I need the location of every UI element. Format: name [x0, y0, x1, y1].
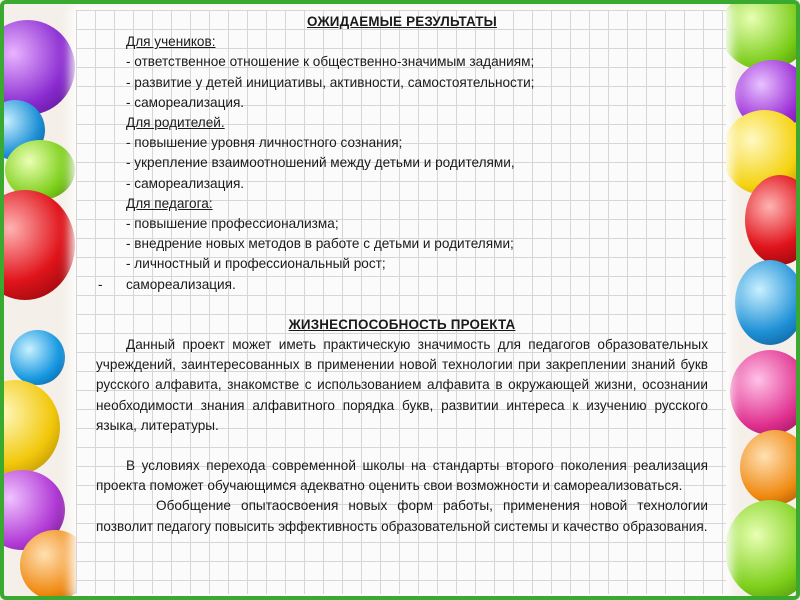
list-item: - повышение профессионализма; [126, 216, 339, 232]
list-item: - ответственное отношение к общественно-значимым заданиям; [126, 54, 535, 70]
heading-expected-results: ОЖИДАЕМЫЕ РЕЗУЛЬТАТЫ [307, 14, 497, 29]
paragraph-significance: Данный проект может иметь практическую значимость для педагогов образовательных учреждений, заинтересованных в применении новой технологии при закреплении знаний букв русского алфавита, знакомстве с использованием алфавита в окружающей жизни, осознании необходимости знания алфавитного порядка букв, развитии интереса к изучению русского языка, литературы. [96, 337, 708, 433]
subheading-parents: Для родителей. [126, 115, 225, 131]
list-item: - самореализация. [126, 175, 245, 191]
list-item: - укрепление взаимоотношений между детьми и родителями, [126, 155, 515, 171]
list-item: - самореализация. [126, 94, 245, 110]
spacer [96, 295, 708, 315]
decor-blue-balloon-2 [10, 330, 65, 385]
bullet-dash: - [98, 276, 103, 292]
list-item: - развитие у детей инициативы, активности, самостоятельности; [126, 74, 535, 90]
heading-project-viability: ЖИЗНЕСПОСОБНОСТЬ ПРОЕКТА [288, 316, 516, 332]
list-item: - внедрение новых методов в работе с детьми и родителями; [126, 236, 514, 252]
list-item: - повышение уровня личностного сознания; [126, 135, 403, 151]
paragraph-standards: В условиях перехода современной школы на стандарты второго поколения реализация проекта поможет обучающимся адекватно оценить свои возможности и самореализоваться. [96, 458, 708, 494]
subheading-students: Для учеников: [126, 34, 216, 50]
list-item-bulleted [96, 275, 708, 295]
document-content [96, 12, 708, 537]
subheading-teacher: Для педагога: [126, 195, 213, 211]
paragraph-generalization: Обобщение опытаосвоения новых форм работы, применения новой технологии позволит педагогу повысить эффективность образовательной системы и качество образования. [96, 498, 708, 534]
list-item: - личностный и профессиональный рост; [126, 256, 386, 272]
list-item-text: самореализация. [126, 276, 236, 292]
spacer [96, 436, 708, 456]
decor-blue-balloon-r [735, 260, 800, 345]
decor-pink-balloon-r [730, 350, 800, 435]
